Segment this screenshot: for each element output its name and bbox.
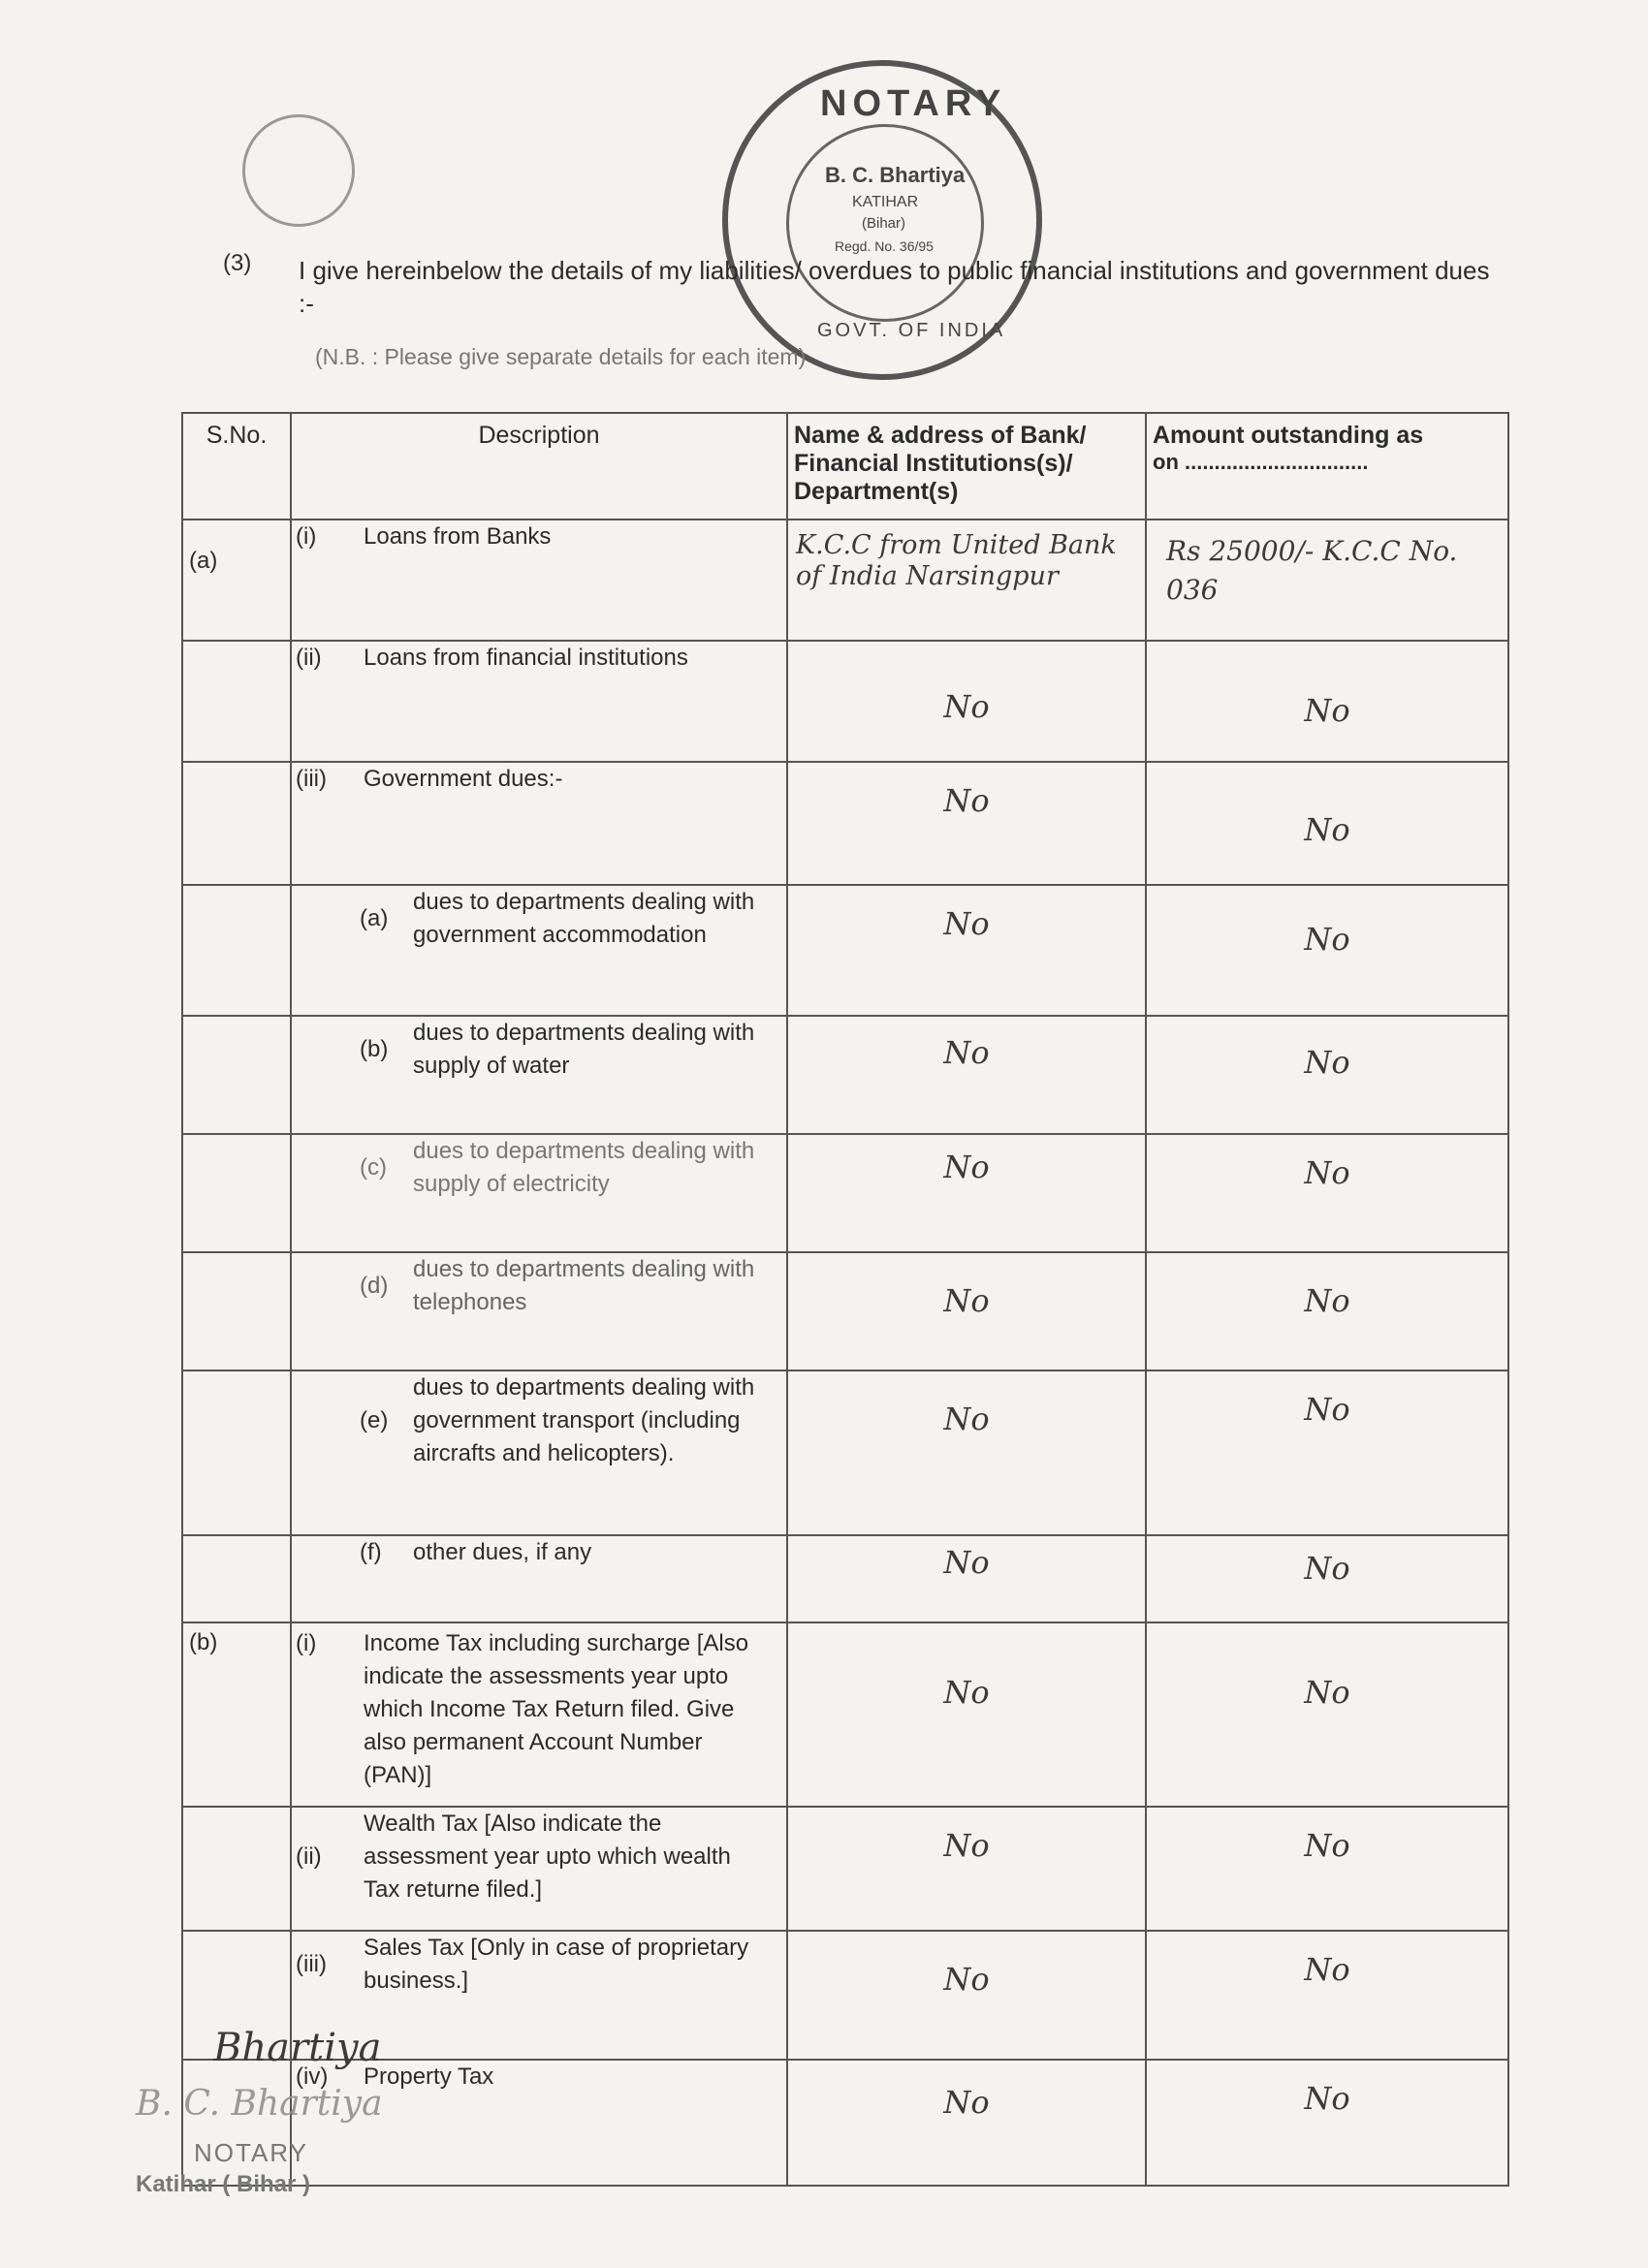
row-amount: No [1146,762,1508,885]
header-row [182,413,1508,520]
row-bank: No [787,641,1146,762]
row-description [291,1370,787,1535]
row-sno [182,1807,291,1931]
row-sno [182,885,291,1016]
row-bank: No [787,2060,1146,2186]
row-description [291,1535,787,1622]
row-amount: No [1146,1535,1508,1622]
row-sub: (c) [360,1154,387,1181]
notary-title: NOTARY [194,2138,308,2167]
section-intro: I give hereinbelow the details of my liabilities/ overdues to public financial institutions and government dues :- [299,256,1490,318]
seal-reg: Regd. No. 36/95 [835,238,934,254]
row-sub: (f) [360,1539,382,1565]
row-amount: No [1146,1016,1508,1134]
row-text: dues to departments dealing with government accommodation [413,889,755,948]
row-description [291,1622,787,1807]
row-text: Government dues:- [364,766,563,792]
row-sub: (d) [360,1273,389,1299]
row-sno [182,641,291,762]
row-sno: (b) [182,1622,291,1807]
row-amount: No [1146,2060,1508,2186]
row-bank: No [787,1622,1146,1807]
row-text: Wealth Tax [Also indicate the assessment year upto which wealth Tax returne filed.] [364,1811,731,1903]
row-text: Property Tax [364,2063,494,2090]
row-num: (iv) [296,2063,329,2090]
row-description [291,762,787,885]
row-sub: (a) [360,905,389,931]
row-num: (ii) [296,1843,322,1870]
table-row [182,1370,1508,1535]
row-description [291,1252,787,1370]
row-num: (iii) [296,766,327,792]
row-amount: No [1146,1134,1508,1252]
row-text: Loans from financial institutions [364,645,688,671]
row-description [291,1807,787,1931]
table-row [182,1016,1508,1134]
table-row [182,1807,1508,1931]
row-text: Loans from Banks [364,523,552,550]
row-description [291,520,787,641]
row-description [291,1134,787,1252]
table-row [182,1622,1508,1807]
row-bank: No [787,1807,1146,1931]
signature: Bhartiya [213,2026,382,2070]
row-text: dues to departments dealing with government transport (including aircrafts and helicopters). [413,1374,755,1466]
row-bank: No [787,1931,1146,2060]
notary-name: B. C. Bhartiya [136,2084,383,2124]
header-amount-label: Amount outstanding as [1153,422,1424,449]
row-bank: No [787,1370,1146,1535]
seal-country: GOVT. OF INDIA [817,320,1006,341]
header-amount-on: on ............................... [1153,450,1369,474]
row-sno: (a) [182,520,291,641]
row-text: Income Tax including surcharge [Also indicate the assessments year upto which Income Tax Return filed. Give also permanent Account Number (PAN)] [364,1630,749,1788]
table-row [182,1535,1508,1622]
row-sno [182,762,291,885]
row-bank: No [787,1134,1146,1252]
row-bank: No [787,1252,1146,1370]
row-sno [182,1252,291,1370]
row-sno [182,1370,291,1535]
notary-place: Katihar ( Bihar ) [136,2171,311,2197]
row-text: dues to departments dealing with telephones [413,1256,755,1315]
row-amount: No [1146,885,1508,1016]
table-row [182,885,1508,1016]
row-bank: No [787,1535,1146,1622]
row-sno [182,1134,291,1252]
row-text: dues to departments dealing with supply of water [413,1020,755,1079]
row-amount: No [1146,1807,1508,1931]
row-num: (ii) [296,645,322,671]
table-row [182,1134,1508,1252]
row-description [291,885,787,1016]
table-row [182,520,1508,641]
header-sno: S.No. [182,413,291,520]
seal-name: B. C. Bhartiya [825,163,966,187]
row-description [291,641,787,762]
row-amount: No [1146,1252,1508,1370]
table-row [182,641,1508,762]
header-amount [1146,413,1508,520]
row-description [291,1016,787,1134]
liabilities-table [181,412,1509,2187]
row-amount: Rs 25000/- K.C.C No. 036 [1146,520,1508,641]
row-sno [182,1535,291,1622]
row-amount: No [1146,641,1508,762]
seal-place: KATIHAR [852,194,919,210]
row-text: Sales Tax [Only in case of proprietary business.] [364,1935,749,1994]
row-num: (i) [296,1630,317,1656]
row-sno [182,1016,291,1134]
table-row [182,1252,1508,1370]
section-number: (3) [223,250,252,276]
table-row [182,762,1508,885]
seal-sub: (Bihar) [862,215,906,232]
row-bank: No [787,1016,1146,1134]
section-note: (N.B. : Please give separate details for each item) [315,344,807,369]
notary-seal [722,60,1042,380]
row-amount: No [1146,1622,1508,1807]
header-description: Description [291,413,787,520]
row-amount: No [1146,1370,1508,1535]
small-seal-mark [242,114,355,227]
row-num: (i) [296,523,317,550]
row-sub: (b) [360,1036,389,1062]
signature-stamp [136,2026,465,2239]
row-bank: K.C.C from United Bank of India Narsingpur [787,520,1146,641]
seal-title: NOTARY [820,83,1007,124]
row-text: other dues, if any [413,1539,592,1565]
row-bank: No [787,885,1146,1016]
row-sub: (e) [360,1407,389,1433]
header-bank: Name & address of Bank/ Financial Institutions(s)/ Department(s) [787,413,1146,520]
row-amount: No [1146,1931,1508,2060]
row-bank: No [787,762,1146,885]
row-num: (iii) [296,1951,327,1977]
row-text: dues to departments dealing with supply of electricity [413,1138,755,1197]
